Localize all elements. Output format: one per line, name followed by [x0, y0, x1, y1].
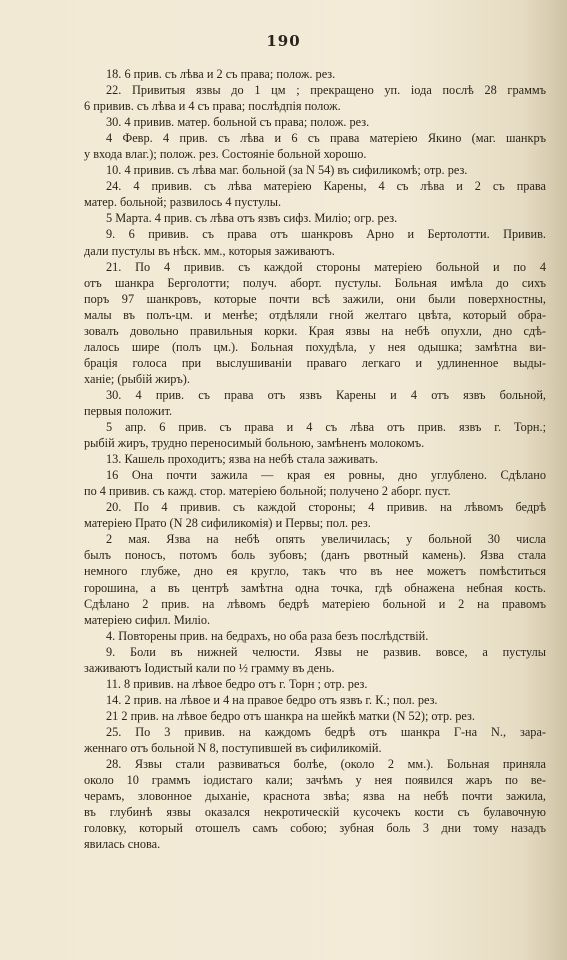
text-line: ханіе; (рыбій жиръ). [84, 371, 190, 386]
entry-paragraph [84, 628, 546, 644]
text-line: явилась снова. [84, 837, 161, 852]
entry-paragraph [84, 499, 546, 531]
page-number: 190 [266, 32, 301, 50]
page-body-text [84, 66, 546, 852]
entry-paragraph [84, 724, 546, 756]
text-line: 5 апр. 6 прив. съ права и 4 съ лѣва отъ прив. язвъ г. Торн.; [106, 420, 546, 435]
entry-paragraph [84, 467, 546, 499]
entry-paragraph [84, 644, 546, 676]
text-line: 18. 6 прив. съ лѣва и 2 съ права; полож. рез. [106, 67, 336, 81]
text-line: зовалъ довольно правильныя корки. Края язвы на небѣ опухли, дно сдѣ- [84, 323, 546, 338]
text-line: дали пустулы въ нѣск. мм., которыя заживаютъ. [84, 243, 335, 258]
text-line: у входа влаг.); полож. рез. Состояніе больной хорошо. [84, 147, 367, 162]
text-line: 4 Февр. 4 прив. съ лѣва и 6 съ права матеріею Якино (маг. шанкръ [106, 131, 546, 146]
text-line: 30. 4 прив. съ права отъ язвъ Карены и 4 отъ язвъ больной, [106, 387, 546, 402]
text-line: 2 мая. Язва на небѣ опять увеличилась; у больной 30 числа [106, 532, 546, 547]
entry-paragraph [84, 419, 546, 451]
text-line: 22. Привитыя язвы до 1 цм ; прекращено уп. іода послѣ 28 граммъ [106, 83, 546, 98]
text-line: горошина, а въ центрѣ замѣтна одна точка, гдѣ обнажена небная кость. [84, 580, 546, 595]
entry-paragraph [84, 259, 546, 387]
entry-paragraph [84, 114, 546, 130]
text-line: 30. 4 привив. матер. больной съ права; полож. рез. [106, 115, 370, 130]
text-line: 13. Кашель проходитъ; язва на небѣ стала заживать. [106, 452, 379, 467]
text-line: поръ 97 шанкровъ, которые почти всѣ зажили, они были поверхностны, [84, 291, 546, 306]
text-line: 11. 8 привив. на лѣвое бедро отъ г. Торн ; отр. рез. [106, 676, 368, 691]
entry-paragraph [84, 676, 546, 692]
text-line: матер. больной; развилось 4 пустулы. [84, 195, 282, 210]
text-line: 21 2 прив. на лѣвое бедро отъ шанкра на шейкѣ матки (N 52); отр. рез. [106, 708, 475, 723]
text-line: 10. 4 привив. съ лѣва маг. больной (за N 54) въ сифиликомѣ; отр. рез. [106, 163, 468, 178]
text-line: около 10 граммъ іодистаго кали; зачѣмъ у нея появился жаръ по ве- [84, 773, 546, 788]
text-line: въ глубинѣ язвы оказался некротическій кусочекъ кости съ булавочную [84, 805, 546, 820]
entry-paragraph [84, 82, 546, 114]
entry-paragraph [84, 387, 546, 419]
text-line: малы въ полъ-цм. и менѣе; отдѣляли гной желтаго цвѣта, который обра- [84, 307, 546, 322]
text-line: головку, который отошелъ самъ собою; зубная боль 3 дни тому назадъ [84, 821, 546, 836]
text-line: 9. 6 привив. съ права отъ шанкровъ Арно и Бертолотти. Привив. [106, 227, 546, 242]
text-line: 4. Повторены прив. на бедрахъ, но оба раза безъ послѣдствій. [106, 628, 429, 643]
text-line: 6 привив. съ лѣва и 4 съ права; послѣдпія полож. [84, 99, 341, 114]
entry-paragraph [84, 756, 546, 852]
entry-paragraph [84, 531, 546, 627]
entry-paragraph [84, 451, 546, 467]
text-line: отъ шанкра Берголотти; получ. аборт. пустулы. Больная имѣла до сихъ [84, 275, 546, 290]
text-line: черамъ, зловонное дыханіе, краснота звѣа; язва на небѣ почти зажила, [84, 789, 546, 804]
text-line: 14. 2 прив. на лѣвое и 4 на правое бедро отъ язвъ г. К.; пол. рез. [106, 692, 438, 707]
text-line: по 4 привив. съ кажд. стор. матеріею больной; получено 2 аборг. пуст. [84, 484, 451, 499]
text-line: первыя положит. [84, 403, 173, 418]
text-line: женнаго отъ больной N 8, поступившей въ сифиликомій. [84, 740, 382, 755]
text-line: былъ поносъ, потомъ боль зубовъ; (данъ рвотный камень). Язва стала [84, 548, 546, 563]
entry-paragraph [84, 162, 546, 178]
text-line: 21. По 4 привив. съ каждой стороны матеріею больной и по 4 [106, 259, 546, 274]
entry-paragraph [84, 66, 546, 82]
text-line: Сдѣлано 2 прив. на лѣвомъ бедрѣ матеріею больной и 2 на правомъ [84, 596, 546, 611]
text-line: 9. Боли въ нижней челюсти. Язвы не развив. вовсе, а пустулы [106, 644, 546, 659]
entry-paragraph [84, 210, 546, 226]
entry-paragraph [84, 226, 546, 258]
text-line: 24. 4 привив. съ лѣва матеріею Карены, 4 съ лѣва и 2 съ права [106, 179, 546, 194]
text-line: 28. Язвы стали развиваться болѣе, (около 2 мм.). Больная приняла [106, 757, 546, 772]
text-line: 16 Она почти зажила — края ея ровны, дно углублено. Сдѣлано [106, 468, 546, 483]
text-line: 20. По 4 привив. съ каждой стороны; 4 привив. на лѣвомъ бедрѣ [106, 500, 546, 515]
entry-paragraph [84, 692, 546, 708]
entry-paragraph [84, 130, 546, 162]
text-line: рыбій жиръ, трудно переносимый больною, замѣненъ молокомъ. [84, 436, 425, 451]
text-line: немного глубже, дно ея кругло, такъ что въ нее можетъ помѣститься [84, 564, 546, 579]
text-line: заживаютъ Іодистый кали по ½ грамму въ день. [84, 660, 335, 675]
text-line: матеріею Прато (N 28 сифиликомія) и Первы; пол. рез. [84, 516, 371, 531]
entry-paragraph [84, 178, 546, 210]
text-line: матеріею сифил. Миліо. [84, 612, 211, 627]
text-line: лалось шире (полъ цм.). Больная похудѣла, у нея одышка; замѣтна ви- [84, 339, 546, 354]
text-line: 5 Марта. 4 прив. съ лѣва отъ язвъ сифз. Миліо; огр. рез. [106, 211, 398, 226]
text-line: брація голоса при выслушиваніи праваго легкаго и удлиненное выды- [84, 355, 546, 370]
text-line: 25. По 3 привив. на каждомъ бедрѣ отъ шанкра Г-на N., зара- [106, 724, 546, 739]
entry-paragraph [84, 708, 546, 724]
